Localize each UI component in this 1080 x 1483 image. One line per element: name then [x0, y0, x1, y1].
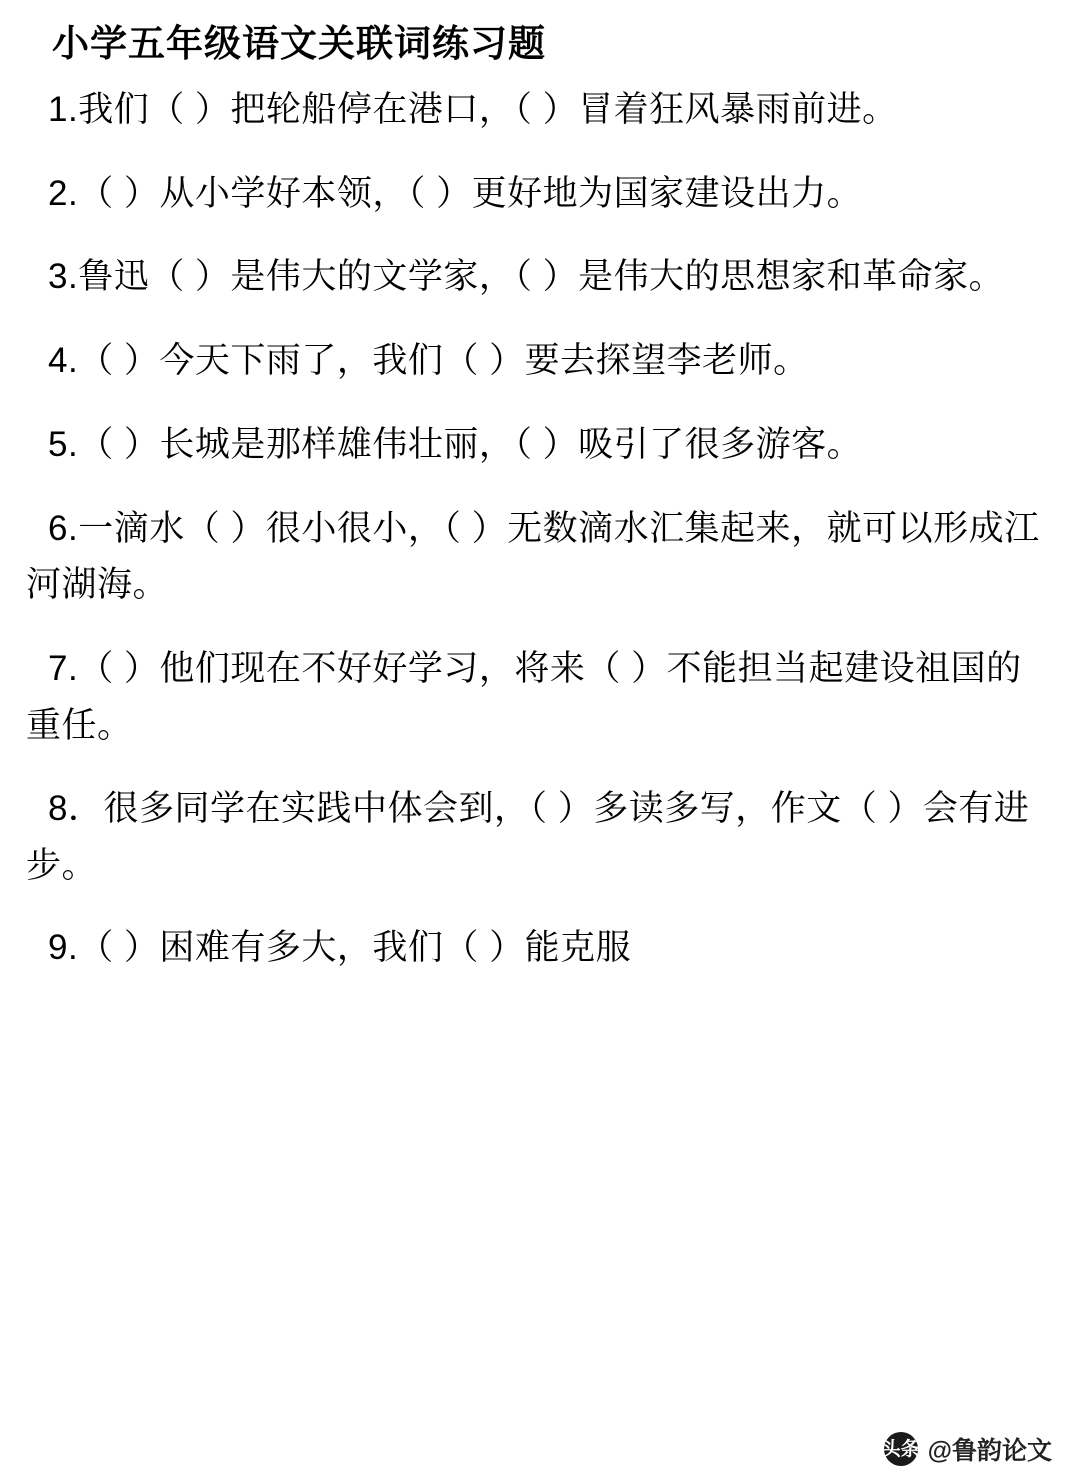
- question-item: 9.（ ）困难有多大，我们（ ）能克服: [48, 927, 632, 967]
- question-item: 8．很多同学在实践中体会到，（ ）多读多写，作文（ ）会有进步。: [26, 789, 1030, 885]
- question-item: 1.我们（ ）把轮船停在港口，（ ）冒着狂风暴雨前进。: [48, 90, 898, 130]
- question-item: 2.（ ）从小学好本领，（ ）更好地为国家建设出力。: [48, 173, 863, 213]
- toutiao-logo-icon: 头条: [884, 1432, 918, 1466]
- question-item: 5.（ ）长城是那样雄伟壮丽，（ ）吸引了很多游客。: [48, 424, 863, 464]
- question-item: 3.鲁迅（ ）是伟大的文学家，（ ）是伟大的思想家和革命家。: [48, 257, 1005, 297]
- question-list: [26, 82, 1054, 976]
- question-item: 7.（ ）他们现在不好好学习，将来（ ）不能担当起建设祖国的重任。: [26, 648, 1022, 745]
- question-item: 4.（ ）今天下雨了，我们（ ）要去探望李老师。: [48, 341, 809, 381]
- watermark-label: @鲁韵论文: [927, 1437, 1052, 1465]
- question-item: 6.一滴水（ ）很小很小，（ ）无数滴水汇集起来，就可以形成江河湖海。: [26, 508, 1040, 605]
- watermark: [881, 1431, 1052, 1467]
- page-title: 小学五年级语文关联词练习题: [52, 23, 546, 64]
